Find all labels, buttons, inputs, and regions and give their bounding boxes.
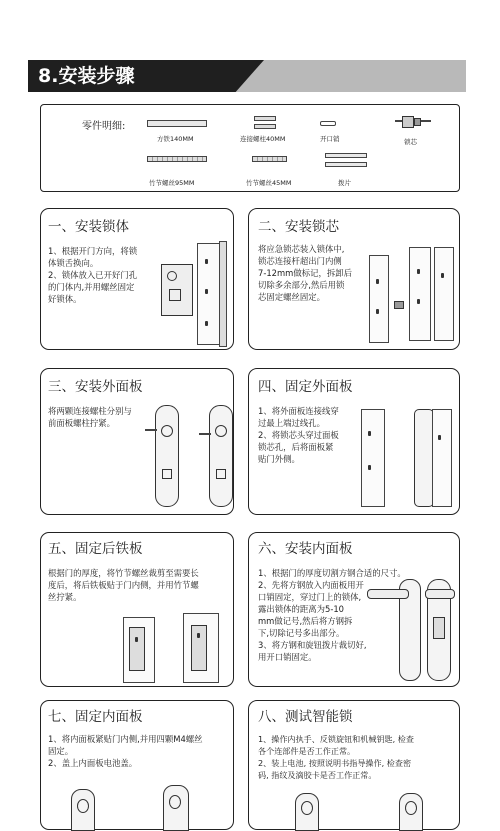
step-card-6 xyxy=(248,532,460,687)
step-title: 六、安装内面板 xyxy=(258,541,353,557)
step-title: 一、安装锁体 xyxy=(48,219,129,235)
step-instructions: 1、根据开门方向，将锁 体锁舌换向。 2、锁体放入已开好门孔 的门体内,并用螺丝固定 好锁体。 xyxy=(48,246,138,304)
step-title: 八、测试智能锁 xyxy=(258,709,353,725)
step-card-5 xyxy=(40,532,234,687)
step-card-3 xyxy=(40,368,234,515)
bamboo-screw-45-drawing xyxy=(252,156,287,162)
paddle-drawing xyxy=(325,153,367,167)
page-title: 8.安装步骤 xyxy=(38,65,135,87)
step-card-4 xyxy=(248,368,460,515)
step-title: 二、安装锁芯 xyxy=(258,219,339,235)
parts-list-label: 零件明细: xyxy=(82,121,126,132)
step-title: 七、固定内面板 xyxy=(48,709,143,725)
part-label-bamboo-screw-45: 竹节螺丝45MM xyxy=(246,179,292,187)
part-label-lock-cylinder: 锁芯 xyxy=(404,138,417,146)
part-label-square-bar: 方铁140MM xyxy=(157,135,194,143)
step-instructions: 将两颗连接螺柱分别与 前面板螺柱拧紧。 xyxy=(48,406,132,428)
step-instructions: 1、将内面板紧贴门内侧,并用四颗M4螺丝 固定。 2、盖上内面板电池盖。 xyxy=(48,734,203,768)
part-label-connecting-studs: 连接螺柱40MM xyxy=(240,135,286,143)
part-label-bamboo-screw-95: 竹节螺丝95MM xyxy=(149,179,195,187)
step-title: 三、安装外面板 xyxy=(48,379,143,395)
step-instructions: 将应急锁芯装入锁体中, 锁芯连接杆超出门内侧 7-12mm做标记，拆卸后 切除多余部分,然后用锁 芯固定螺丝固定。 xyxy=(258,244,352,302)
lock-cylinder-drawing xyxy=(395,114,431,130)
step-card-1 xyxy=(40,208,234,350)
part-label-cotter-pin: 开口销 xyxy=(320,135,340,143)
cotter-pin-drawing xyxy=(320,121,336,126)
step-instructions: 1、操作内执手、反锁旋钮和机械钥匙, 检查 各个连部件是否工作正常。 2、装上电池, 按照说明书指导操作, 检查密 码, 指纹及滴胶卡是否工作正常。 xyxy=(258,734,414,780)
step-instructions: 1、将外面板连接线穿 过最上端过线孔。 2、将锁芯头穿过面板 锁芯孔，后将面板紧 贴门外侧。 xyxy=(258,406,339,464)
step-title: 四、固定外面板 xyxy=(258,379,353,395)
step-instructions: 根据门的厚度，将竹节螺丝裁剪至需要长 度后，将后铁板贴于门内侧，并用竹节螺 丝拧紧。 xyxy=(48,568,199,602)
step-card-7 xyxy=(40,700,234,830)
step-title: 五、固定后铁板 xyxy=(48,541,143,557)
part-label-paddle: 拨片 xyxy=(338,179,351,187)
square-bar-drawing xyxy=(147,120,207,127)
step-card-2 xyxy=(248,208,460,350)
bamboo-screw-95-drawing xyxy=(147,156,207,162)
step-card-8 xyxy=(248,700,460,830)
connecting-studs-drawing xyxy=(254,116,276,129)
step-instructions: 1、根据门的厚度切割方钢合适的尺寸。 2、先将方钢放入内面板用开 口销固定，穿过门上的锁体, 露出锁体的距离为5-10 mm做记号,然后将方钢拆 下,切除记号多出部分。 3、将方钢和旋钮拨片裁切好, 用开口销固定。 xyxy=(258,568,406,662)
